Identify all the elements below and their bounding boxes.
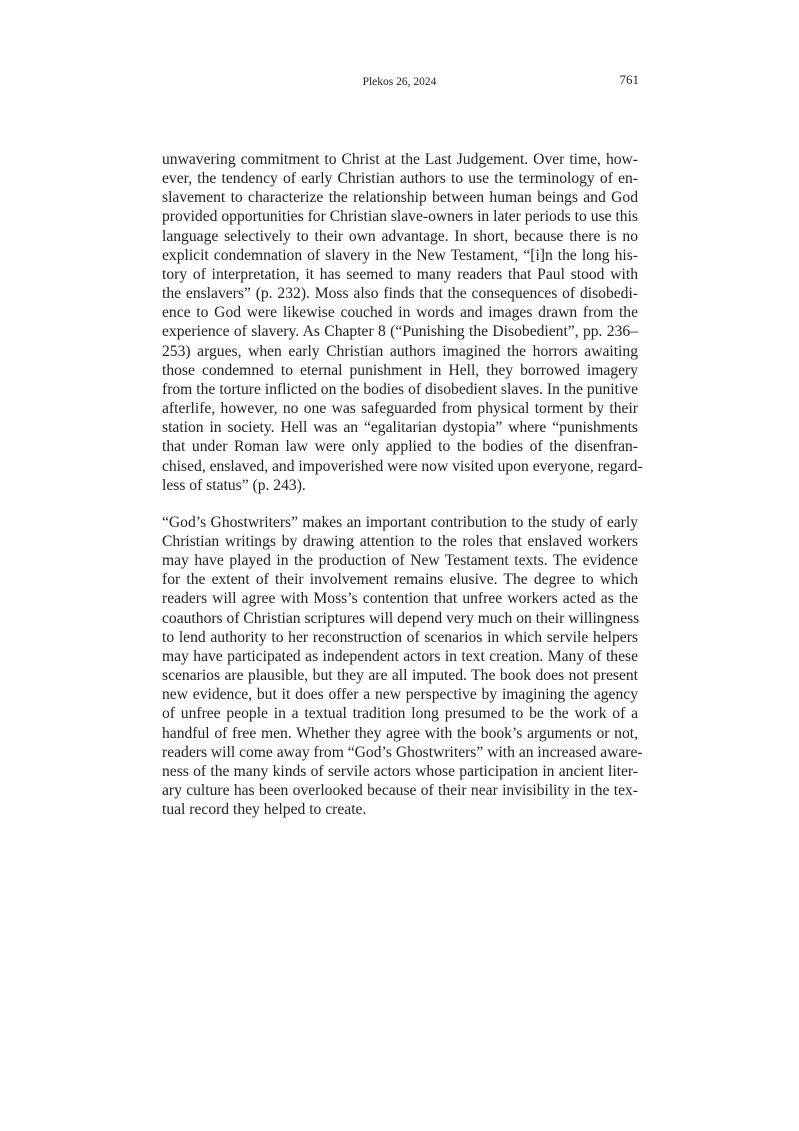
text-line: coauthors of Christian scriptures will depend very much on their willingness [162,609,640,627]
text-line: for the extent of their involvement remains elusive. The degree to which [162,571,638,589]
text-line: ence to God were likewise couched in words and images drawn from the [162,304,638,322]
text-line: afterlife, however, no one was safeguarded from physical torment by their [162,400,638,418]
text-line: scenarios are plausible, but they are all imputed. The book does not present [162,667,638,685]
text-line: tual record they helped to create. [162,801,367,819]
text-line: readers will come away from “God’s Ghostwriters” with an increased aware- [162,743,643,761]
text-line: provided opportunities for Christian slave-owners in later periods to use this [162,208,638,226]
text-line: chised, enslaved, and impoverished were now visited upon everyone, regard- [162,457,643,475]
text-line: ary culture has been overlooked because of their near invisibility in the tex- [162,782,638,799]
text-line: from the torture inflicted on the bodies of disobedient slaves. In the punitive [162,380,638,398]
text-line: language selectively to their own advantage. In short, because there is no [162,227,638,245]
text-line: Christian writings by drawing attention to the roles that enslaved workers [162,532,638,550]
text-line: station in society. Hell was an “egalitarian dystopia” where “punishments [162,419,638,437]
paragraph [162,150,643,495]
text-line: less of status” (p. 243). [162,476,306,494]
text-line: new evidence, but it does offer a new perspective by imagining the agency [162,686,638,704]
text-line: explicit condemnation of slavery in the New Testament, “[i]n the long his- [162,246,638,264]
running-title: Plekos 26, 2024 [362,76,437,88]
text-line: those condemned to eternal punishment in Hell, they borrowed imagery [162,361,638,379]
text-line: ever, the tendency of early Christian authors to use the terminology of en- [162,170,638,188]
text-line: unwavering commitment to Christ at the Last Judgement. Over time, how- [162,151,638,168]
body-text [162,150,643,837]
text-line: may have played in the production of New Testament texts. The evidence [162,552,638,570]
text-line: 253) argues, when early Christian authors imagined the horrors awaiting [162,342,638,360]
page-number: 761 [619,72,639,87]
text-line: slavement to characterize the relationship between human beings and God [162,189,638,207]
text-line: ness of the many kinds of servile actors whose participation in ancient liter- [162,762,638,780]
text-line: of unfree people in a textual tradition long presumed to be the work of a [162,705,638,723]
paragraph [162,513,643,820]
text-line: to lend authority to her reconstruction of scenarios in which servile helpers [162,628,638,646]
text-line: the enslavers” (p. 232). Moss also finds that the consequences of disobedi- [162,285,638,303]
text-line: tory of interpretation, it has seemed to many readers that Paul stood with [162,265,638,283]
text-line: that under Roman law were only applied to the bodies of the disenfran- [162,438,638,456]
text-line: may have participated as independent actors in text creation. Many of these [162,647,638,665]
text-line: handful of free men. Whether they agree with the book’s arguments or not, [162,724,638,742]
text-line: readers will agree with Moss’s contention that unfree workers acted as the [162,590,638,608]
text-line: experience of slavery. As Chapter 8 (“Punishing the Disobedient”, pp. 236– [162,323,638,341]
text-line: “God’s Ghostwriters” makes an important contribution to the study of early [162,513,638,531]
